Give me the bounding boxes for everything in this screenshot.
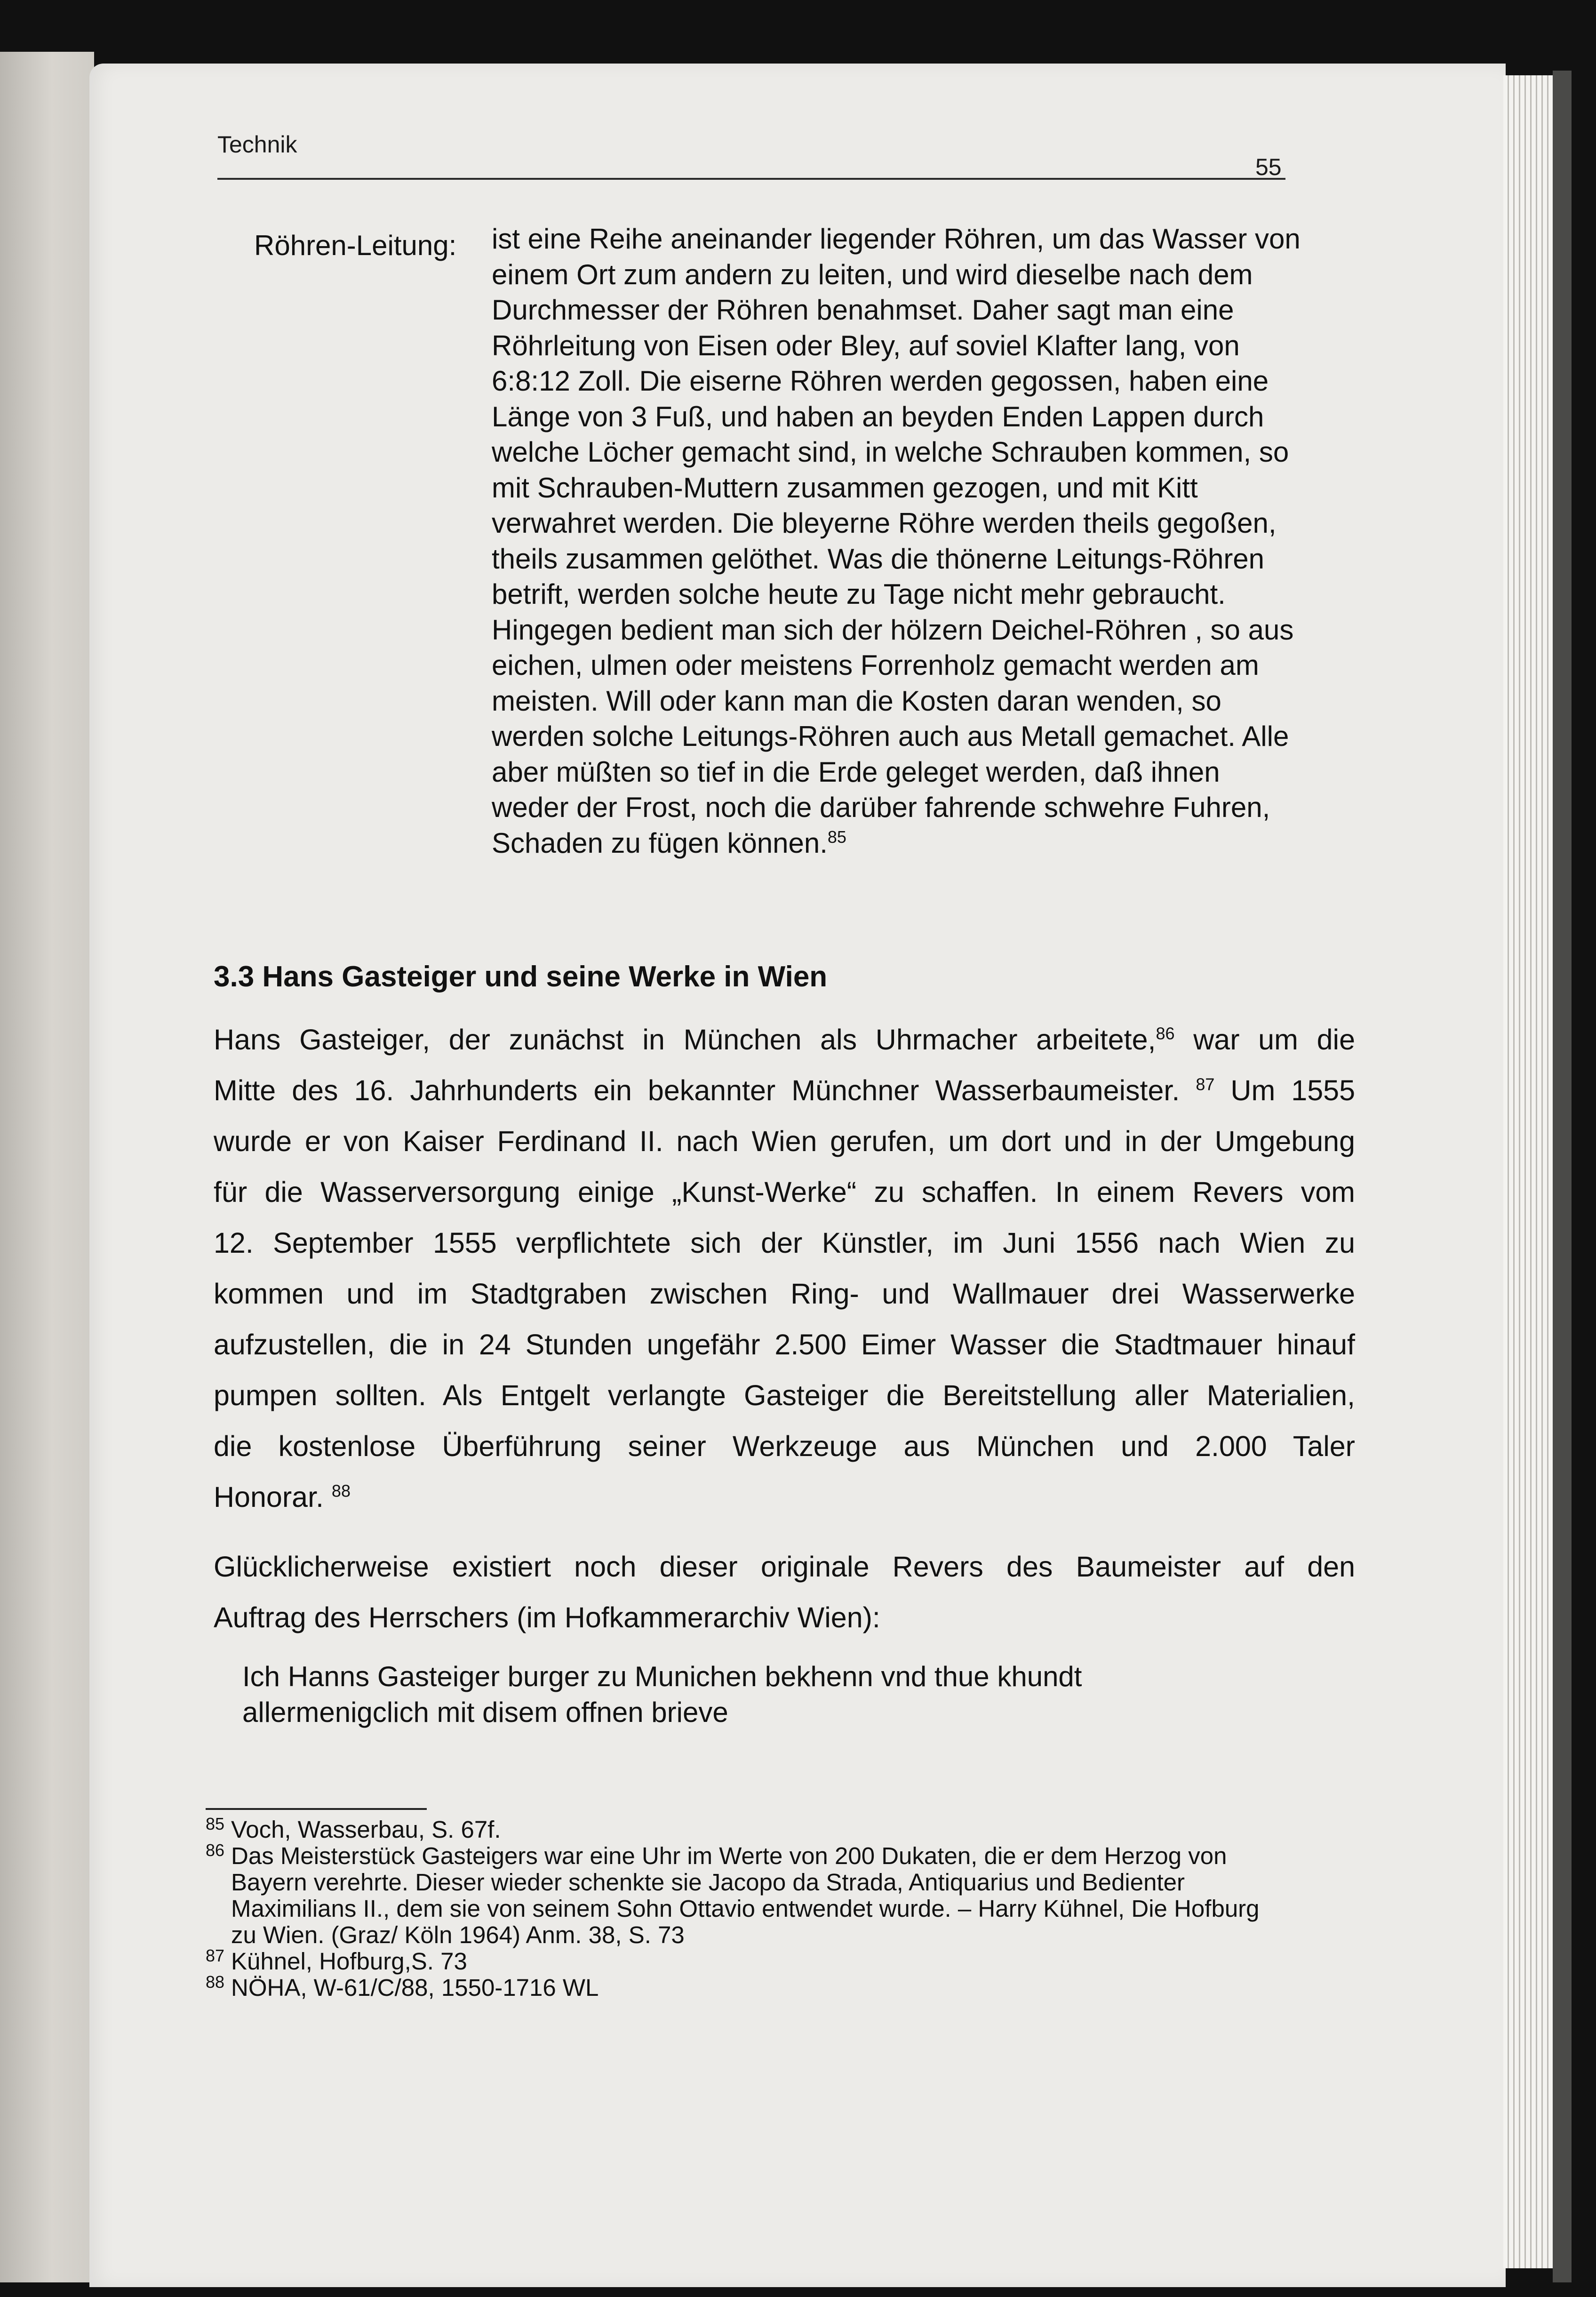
definition-body bbox=[492, 221, 1386, 861]
definition-line: welche Löcher gemacht sind, in welche Schrauben kommen, so bbox=[492, 436, 1289, 468]
footnote-text: Bayern verehrte. Dieser wieder schenkte sie Jacopo da Strada, Antiquarius und Bedienter bbox=[231, 1869, 1185, 1896]
book-cover-edge bbox=[1553, 71, 1572, 2282]
paragraph-line: Auftrag des Herrschers (im Hofkammerarchiv Wien): bbox=[214, 1601, 880, 1633]
footnote-number: 86 bbox=[206, 1841, 225, 1860]
previous-page-edge bbox=[0, 52, 94, 2282]
paragraph-revers bbox=[214, 1541, 1355, 1643]
definition-line: betrift, werden solche heute zu Tage nicht mehr gebraucht. bbox=[492, 578, 1226, 610]
paragraph-line bbox=[214, 1472, 1355, 1522]
header-rule bbox=[217, 178, 1285, 180]
page-stack-edges bbox=[1503, 75, 1560, 2268]
footnote-text: Voch, Wasserbau, S. 67f. bbox=[231, 1816, 501, 1843]
definition-line: Hingegen bedient man sich der hölzern Deichel-Röhren , so aus bbox=[492, 614, 1294, 646]
definition-line-last bbox=[492, 825, 1386, 861]
paragraph-line bbox=[214, 1065, 1355, 1116]
text-run: war um die bbox=[1174, 1024, 1355, 1056]
quote-line: allermenigclich mit disem offnen brieve bbox=[242, 1697, 728, 1728]
text-run: Um 1555 bbox=[1214, 1074, 1355, 1106]
footnote-text: Maximilians II., dem sie von seinem Sohn Ottavio entwendet wurde. – Harry Kühnel, Die Hofburg bbox=[231, 1895, 1260, 1922]
footnote-number: 87 bbox=[206, 1946, 225, 1965]
definition-line: mit Schrauben-Muttern zusammen gezogen, und mit Kitt bbox=[492, 472, 1198, 504]
definition-line: theils zusammen gelöthet. Was die thönerne Leitungs-Röhren bbox=[492, 543, 1265, 575]
running-header-title: Technik bbox=[217, 131, 297, 158]
paragraph-line: 12. September 1555 verpflichtete sich der Künstler, im Juni 1556 nach Wien zu bbox=[214, 1227, 1355, 1259]
definition-line: Länge von 3 Fuß, und haben an beyden Enden Lappen durch bbox=[492, 400, 1264, 432]
paragraph-line: Glücklicherweise existiert noch dieser originale Revers des Baumeister auf den bbox=[214, 1551, 1355, 1583]
definition-line: meisten. Will oder kann man die Kosten daran wenden, so bbox=[492, 685, 1221, 717]
page-number: 55 bbox=[1255, 154, 1282, 180]
footnote-number: 88 bbox=[206, 1972, 225, 1992]
footnote-text: NÖHA, W-61/C/88, 1550-1716 WL bbox=[231, 1974, 599, 2001]
footnote-87 bbox=[206, 1948, 1344, 1975]
paragraph-line: wurde er von Kaiser Ferdinand II. nach Wien gerufen, um dort und in der Umgebung bbox=[214, 1125, 1355, 1157]
text-run: Hans Gasteiger, der zunächst in München als Uhrmacher arbeitete, bbox=[214, 1024, 1156, 1056]
footnote-text: zu Wien. (Graz/ Köln 1964) Anm. 38, S. 73 bbox=[231, 1921, 685, 1948]
footnote-ref-88: 88 bbox=[331, 1481, 351, 1501]
footnote-text: Das Meisterstück Gasteigers war eine Uhr im Werte von 200 Dukaten, die er dem Herzog von bbox=[231, 1842, 1227, 1869]
footnote-number: 85 bbox=[206, 1814, 225, 1833]
footnote-ref-85: 85 bbox=[827, 827, 846, 847]
footnote-85 bbox=[206, 1814, 1344, 1843]
footnote-86 bbox=[206, 1843, 1344, 1948]
footnotes bbox=[206, 1814, 1344, 2001]
paragraph-line: aufzustellen, die in 24 Stunden ungefähr 2.500 Eimer Wasser die Stadtmauer hinauf bbox=[214, 1329, 1355, 1361]
quotation bbox=[242, 1659, 1082, 1730]
text-run: Mitte des 16. Jahrhunderts ein bekannter Münchner Wasserbaumeister. bbox=[214, 1074, 1196, 1106]
footnote-88 bbox=[206, 1972, 1344, 2001]
definition-line: eichen, ulmen oder meistens Forrenholz gemacht werden am bbox=[492, 649, 1259, 681]
paragraph-line: für die Wasserversorgung einige „Kunst-Werke“ zu schaffen. In einem Revers vom bbox=[214, 1176, 1355, 1208]
definition-line: einem Ort zum andern zu leiten, und wird dieselbe nach dem bbox=[492, 258, 1253, 290]
text-run: Honorar. bbox=[214, 1481, 332, 1513]
paragraph-line bbox=[214, 1014, 1355, 1065]
definition-line: 6:8:12 Zoll. Die eiserne Röhren werden gegossen, haben eine bbox=[492, 365, 1269, 397]
definition-line: Durchmesser der Röhren benahmset. Daher sagt man eine bbox=[492, 294, 1234, 326]
quote-line: Ich Hanns Gasteiger burger zu Munichen bekhenn vnd thue khundt bbox=[242, 1661, 1082, 1692]
paragraph-gasteiger bbox=[214, 1014, 1355, 1522]
definition-line: aber müßten so tief in die Erde geleget werden, daß ihnen bbox=[492, 756, 1220, 788]
definition-line: ist eine Reihe aneinander liegender Röhren, um das Wasser von bbox=[492, 223, 1301, 255]
footnote-ref-86: 86 bbox=[1156, 1024, 1175, 1043]
footnote-text: Kühnel, Hofburg,S. 73 bbox=[231, 1948, 467, 1975]
definition-line: Röhrleitung von Eisen oder Bley, auf soviel Klafter lang, von bbox=[492, 329, 1240, 361]
paragraph-line: pumpen sollten. Als Entgelt verlangte Gasteiger die Bereitstellung aller Materialien, bbox=[214, 1379, 1355, 1411]
definition-line-text: Schaden zu fügen können. bbox=[492, 827, 828, 859]
definition-term: Röhren-Leitung: bbox=[254, 230, 457, 261]
definition-line: verwahret werden. Die bleyerne Röhre werden theils gegoßen, bbox=[492, 507, 1277, 539]
paragraph-line: die kostenlose Überführung seiner Werkzeuge aus München und 2.000 Taler bbox=[214, 1430, 1355, 1462]
paragraph-line: kommen und im Stadtgraben zwischen Ring- und Wallmauer drei Wasserwerke bbox=[214, 1278, 1355, 1310]
footnote-ref-87: 87 bbox=[1196, 1074, 1215, 1094]
definition-line: weder der Frost, noch die darüber fahrende schwehre Fuhren, bbox=[492, 792, 1270, 823]
section-heading: 3.3 Hans Gasteiger und seine Werke in Wien bbox=[214, 960, 828, 993]
footnote-separator bbox=[206, 1808, 427, 1810]
definition-line: werden solche Leitungs-Röhren auch aus Metall gemachet. Alle bbox=[492, 720, 1289, 752]
